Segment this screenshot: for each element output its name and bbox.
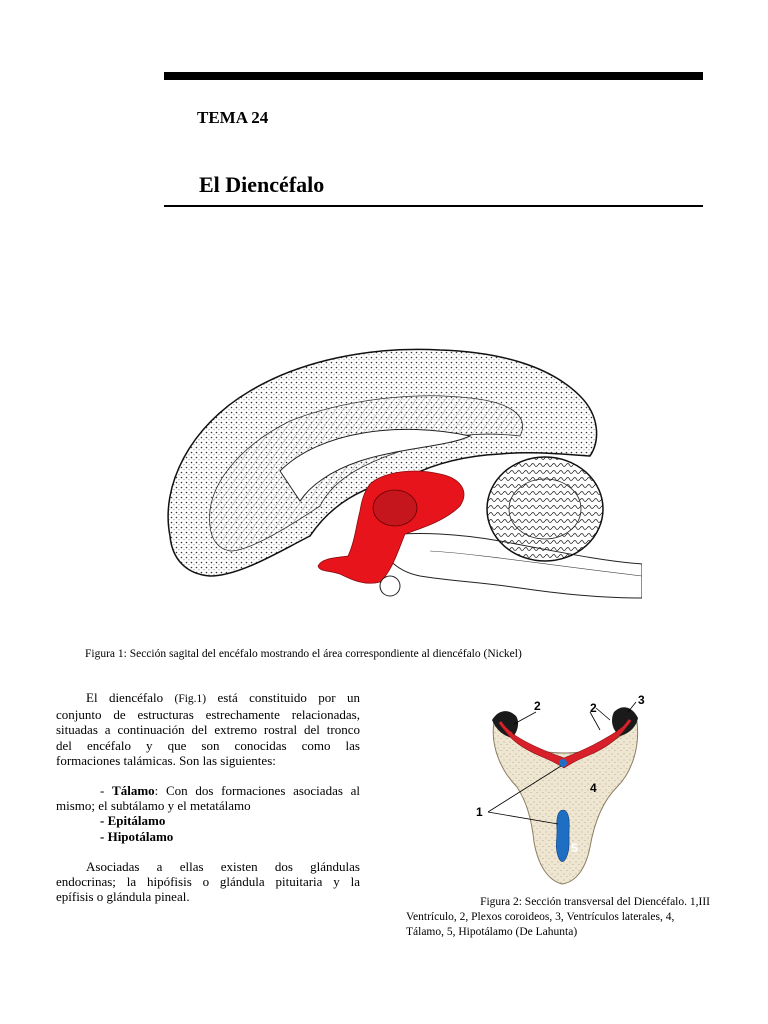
third-ventricle-dorsal: [559, 759, 567, 767]
figure1-caption: Figura 1: Sección sagital del encéfalo mostrando el área correspondiente al diencéfalo (Nickel): [85, 648, 522, 660]
list-item-talamo: - Tálamo: Con dos formaciones asociadas al: [100, 783, 360, 799]
figure2-caption-line3: Tálamo, 5, Hipotálamo (De Lahunta): [406, 926, 578, 938]
label-2-right: 2: [590, 701, 597, 715]
sagittal-brain-figure: [160, 336, 642, 632]
pituitary: [380, 576, 400, 596]
label-5: 5: [571, 841, 578, 855]
cerebellum: [487, 457, 603, 561]
paragraph2-line3: epífisis o glándula pineal.: [56, 889, 190, 905]
label-4: 4: [590, 781, 597, 795]
body-text: [56, 690, 360, 904]
figure2-caption: [406, 895, 712, 940]
figure2-caption-line2: Ventrículo, 2, Plexos coroideos, 3, Ventrículos laterales, 4,: [406, 911, 675, 923]
figure-reference: (Fig.1): [174, 693, 207, 705]
list-item-epitalamo: - Epitálamo: [100, 813, 166, 829]
page-title: El Diencéfalo: [199, 172, 325, 197]
paragraph1-line2: conjunto de estructuras estrechamente relacionadas,: [56, 707, 360, 723]
chapter-label: TEMA 24: [197, 108, 269, 127]
figure2-caption-line1: Figura 2: Sección transversal del Diencéfalo. 1,III: [480, 896, 710, 908]
paragraph1-line4: del encéfalo y que son conocidas como las: [56, 737, 360, 753]
paragraph1-line3: situadas a continuación del extremo rostral del tronco: [56, 722, 360, 738]
label-1: 1: [476, 805, 483, 819]
title-rule: [164, 205, 703, 207]
list-item-hipotalamo: - Hipotálamo: [100, 828, 174, 844]
paragraph1-line1: El diencéfalo (Fig.1) está constituido por un: [86, 690, 360, 705]
paragraph1-line5: formaciones talámicas. Son las siguientes:: [56, 752, 276, 768]
third-ventricle-ventral: [556, 810, 569, 862]
list-item-talamo-cont: mismo; el subtálamo y el metatálamo: [56, 798, 251, 814]
paragraph2-line1: Asociadas a ellas existen dos glándulas: [86, 858, 360, 874]
label-3: 3: [638, 693, 645, 707]
paragraph2-line2: endocrinas; la hipófisis o glándula pituitaria y la: [56, 874, 360, 890]
transverse-section-figure: [472, 692, 658, 888]
top-rule: [164, 72, 703, 80]
label-2-left: 2: [534, 699, 541, 713]
